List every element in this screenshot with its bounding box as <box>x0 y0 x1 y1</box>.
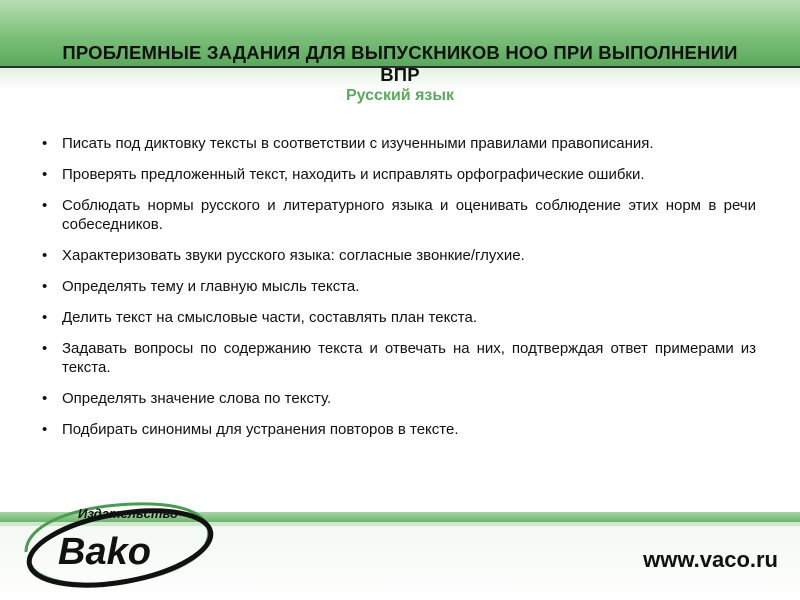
bullet-item: • Писать под диктовку тексты в соответствии с изученными правилами правописания. <box>40 134 756 153</box>
bullet-item: • Подбирать синонимы для устранения повторов в тексте. <box>40 420 756 439</box>
logo-caption: Издательство <box>78 506 178 521</box>
bullet-item: • Определять значение слова по тексту. <box>40 389 756 408</box>
logo-name: Bako <box>58 531 151 573</box>
bullet-list <box>40 134 756 451</box>
bullet-item: • Характеризовать звуки русского языка: согласные звонкие/глухие. <box>40 246 756 265</box>
bullet-item: • Соблюдать нормы русского и литературного языка и оценивать соблюдение этих норм в речи собеседников. <box>40 196 756 234</box>
website-url: www.vaco.ru <box>643 547 778 572</box>
bullet-item: • Проверять предложенный текст, находить и исправлять орфографические ошибки. <box>40 165 756 184</box>
slide-subtitle: Русский язык <box>345 87 455 104</box>
bullet-item: • Определять тему и главную мысль текста. <box>40 277 756 296</box>
slide-title: ПРОБЛЕМНЫЕ ЗАДАНИЯ ДЛЯ ВЫПУСКНИКОВ НОО ПРИ ВЫПОЛНЕНИИ ВПР <box>62 42 738 85</box>
bullet-item: • Делить текст на смысловые части, составлять план текста. <box>40 308 756 327</box>
bullet-item: • Задавать вопросы по содержанию текста и отвечать на них, подтверждая ответ примерами из текста. <box>40 339 756 377</box>
publisher-logo <box>20 494 220 590</box>
